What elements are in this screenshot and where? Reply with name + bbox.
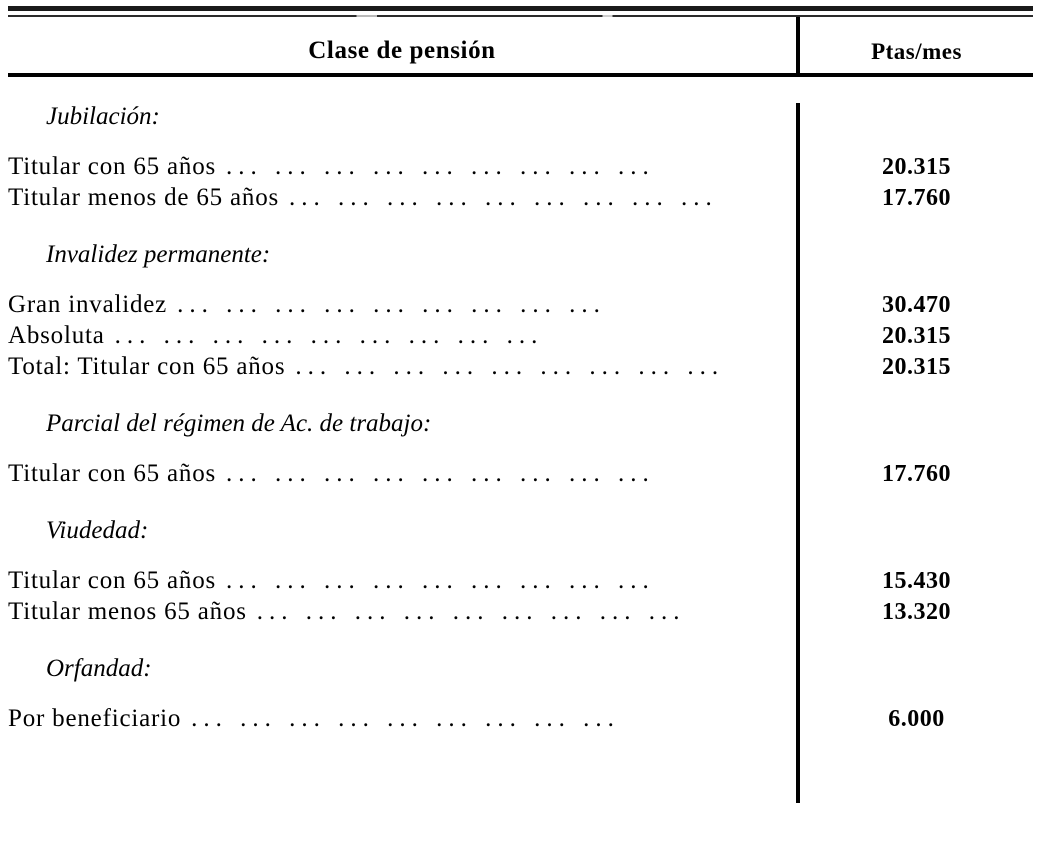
group-title: Orfandad:: [46, 655, 152, 682]
leader-dots: ... ... ... ... ... ... ... ... ...: [256, 598, 686, 625]
row-label: Titular con 65 años: [8, 460, 217, 487]
row-value: 20.315: [882, 323, 951, 349]
table-rows: [8, 103, 1033, 736]
table-row: [8, 705, 1033, 736]
leader-dots: ... ... ... ... ... ... ... ... ...: [289, 184, 718, 211]
leader-dots: ... ... ... ... ... ... ... ... ...: [114, 322, 544, 349]
table-row: [8, 322, 1033, 353]
table-row: [8, 567, 1033, 598]
header-bottom-rule: [8, 73, 1033, 77]
group-title: Viudedad:: [46, 517, 149, 544]
table-row: [8, 291, 1033, 322]
table-row: [8, 460, 1033, 491]
row-label: Gran invalidez: [8, 291, 168, 318]
row-label: Titular menos de 65 años: [8, 184, 280, 211]
row-label: Por beneficiario: [8, 705, 182, 732]
row-value: 20.315: [882, 354, 951, 380]
row-value: 30.470: [882, 292, 951, 318]
table-body: [8, 103, 1033, 803]
row-label: Titular con 65 años: [8, 567, 217, 594]
column-header-class: Clase de pensión: [308, 37, 496, 64]
group-title: Invalidez permanente:: [46, 241, 271, 268]
leader-dots: ... ... ... ... ... ... ... ... ...: [295, 353, 725, 380]
row-label-cell: [8, 598, 796, 626]
top-rule-thick: [8, 6, 1033, 11]
row-label: Total: Titular con 65 años: [8, 353, 286, 380]
leader-dots: ... ... ... ... ... ... ... ... ...: [191, 705, 620, 732]
row-label-cell: [8, 567, 796, 595]
group-title: Parcial del régimen de Ac. de trabajo:: [46, 410, 432, 437]
row-label-cell: [8, 322, 796, 350]
row-label-cell: [8, 153, 796, 181]
row-label-cell: [8, 353, 796, 381]
row-value: 6.000: [888, 706, 945, 732]
leader-dots: ... ... ... ... ... ... ... ... ...: [177, 291, 606, 318]
leader-dots: ... ... ... ... ... ... ... ... ...: [226, 460, 655, 487]
table-row: [8, 598, 1033, 629]
row-value: 20.315: [882, 154, 951, 180]
table-row: [8, 353, 1033, 384]
row-value: 13.320: [882, 599, 951, 625]
row-label-cell: [8, 460, 796, 488]
row-value: 17.760: [882, 461, 951, 487]
row-value: 15.430: [882, 568, 951, 594]
row-value: 17.760: [882, 185, 951, 211]
group-title: Jubilación:: [46, 103, 160, 130]
table-header-row: [8, 17, 1033, 73]
row-label: Titular menos 65 años: [8, 598, 247, 625]
table-row: [8, 184, 1033, 215]
leader-dots: ... ... ... ... ... ... ... ... ...: [226, 153, 655, 180]
row-label: Titular con 65 años: [8, 153, 217, 180]
row-label: Absoluta: [8, 322, 105, 349]
column-header-value: Ptas/mes: [871, 39, 962, 64]
row-label-cell: [8, 184, 796, 212]
row-label-cell: [8, 705, 796, 733]
leader-dots: ... ... ... ... ... ... ... ... ...: [226, 567, 655, 594]
table-row: [8, 153, 1033, 184]
pension-table-page: [0, 6, 1041, 845]
row-label-cell: [8, 291, 796, 319]
